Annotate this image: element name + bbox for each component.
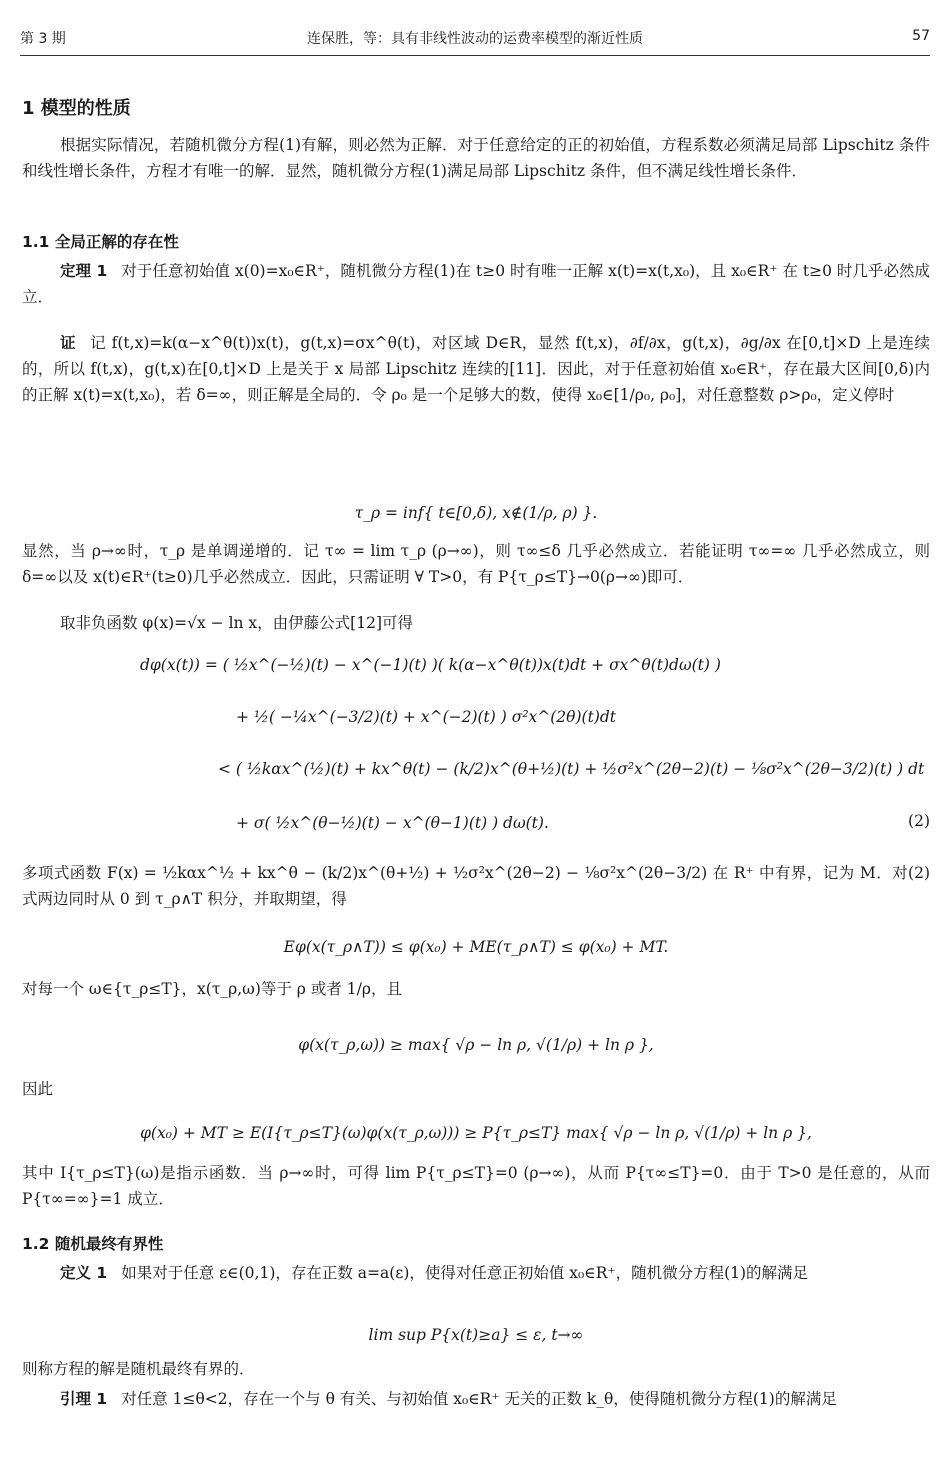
running-title: 连保胜，等：具有非线性波动的运费率模型的渐近性质 [307,31,643,47]
definition-text: 如果对于任意 ε∈(0,1)，存在正数 a=a(ε)，使得对任意正初始值 x₀∈R⁺，随机微分方程(1)的解满足 [121,1264,809,1282]
equation-2-line-4: + σ( ½x^(θ−½)(t) − x^(θ−1)(t) ) dω(t). [236,814,549,832]
lemma-1 [22,1386,930,1412]
proof-paragraph-3: 取非负函数 φ(x)=√x − ln x，由伊藤公式[12]可得 [60,614,413,632]
definition-label: 定义 1 [60,1264,108,1282]
omega-paragraph: 对每一个 ω∈{τ_ρ≤T}，x(τ_ρ,ω)等于 ρ 或者 1/ρ，且 [22,980,402,998]
expectation-inequality: Eφ(x(τ_ρ∧T)) ≤ φ(x₀) + ME(τ_ρ∧T) ≤ φ(x₀) + MT. [283,938,669,956]
therefore-label: 因此 [22,1080,54,1098]
phi-lower-bound: φ(x(τ_ρ,ω)) ≥ max{ √ρ − ln ρ, √(1/ρ) + ln ρ }, [298,1036,654,1054]
equation-2-number: (2) [908,812,930,830]
issue-label: 第 3 期 [20,31,66,47]
therefore-inequality: φ(x₀) + MT ≥ E(I{τ_ρ≤T}(ω)φ(x(τ_ρ,ω))) ≥ P{τ_ρ≤T} max{ √ρ − ln ρ, √(1/ρ) + ln ρ }, [140,1124,812,1142]
subsection-1-2-title: 1.2 随机最终有界性 [22,1235,164,1253]
definition-after: 则称方程的解是随机最终有界的． [22,1360,255,1378]
limsup-condition: lim sup P{x(t)≥a} ≤ ε, t→∞ [368,1326,584,1344]
proof-label: 证 [60,334,77,352]
theorem-1 [22,258,930,310]
section-title: 1 模型的性质 [22,98,131,119]
header-rule [20,55,930,56]
lemma-text: 对任意 1≤θ<2，存在一个与 θ 有关、与初始值 x₀∈R⁺ 无关的正数 k_θ，使得随机微分方程(1)的解满足 [121,1390,837,1408]
conclusion-paragraph: 其中 I{τ_ρ≤T}(ω)是指示函数．当 ρ→∞时，可得 lim P{τ_ρ≤T}=0 (ρ→∞)，从而 P{τ∞≤T}=0．由于 T>0 是任意的，从而 P{τ∞=∞}=1 成立． [22,1164,930,1208]
theorem-text: 对于任意初始值 x(0)=x₀∈R⁺，随机微分方程(1)在 t≥0 时有唯一正解 x(t)=x(t,x₀)，且 x₀∈R⁺ 在 t≥0 时几乎必然成立． [22,262,930,306]
proof-paragraph-1 [22,330,930,408]
stopping-time-equation: τ_ρ = inf{ t∈[0,δ), x∉(1/ρ, ρ) }. [354,504,598,522]
equation-2-line-1: dφ(x(t)) = ( ½x^(−½)(t) − x^(−1)(t) )( k(α−x^θ(t))x(t)dt + σx^θ(t)dω(t) ) [140,656,721,674]
subsection-1-1-title: 1.1 全局正解的存在性 [22,233,179,251]
proof-paragraph-2: 显然，当 ρ→∞时，τ_ρ 是单调递增的．记 τ∞ = lim τ_ρ (ρ→∞)，则 τ∞≤δ 几乎必然成立．若能证明 τ∞=∞ 几乎必然成立，则 δ=∞以及 x(t)∈R⁺(t≥0)几乎必然成立．因此，只需证明 ∀ T>0，有 P{τ_ρ≤T}→0(ρ→∞)即可． [22,542,930,586]
theorem-label: 定理 1 [60,262,108,280]
polynomial-paragraph: 多项式函数 F(x) = ½kαx^½ + kx^θ − (k/2)x^(θ+½) + ½σ²x^(2θ−2) − ⅛σ²x^(2θ−3/2) 在 R⁺ 中有界，记为 M．对(2)式两边同时从 0 到 τ_ρ∧T 积分，并取期望，得 [22,864,930,908]
definition-1 [22,1260,930,1286]
equation-2-line-3: < ( ½kαx^(½)(t) + kx^θ(t) − (k/2)x^(θ+½)(t) + ½σ²x^(2θ−2)(t) − ⅛σ²x^(2θ−3/2)(t) ) dt [218,760,925,778]
equation-2-line-2: + ½( −¼x^(−3/2)(t) + x^(−2)(t) ) σ²x^(2θ)(t)dt [236,708,617,726]
lemma-label: 引理 1 [60,1390,108,1408]
page-number: 57 [912,28,930,44]
proof-text-1: 记 f(t,x)=k(α−x^θ(t))x(t)，g(t,x)=σx^θ(t)，对区域 D∈R，显然 f(t,x)，∂f/∂x，g(t,x)，∂g/∂x 在[0,t]×D 上是连续的，所以 f(t,x)，g(t,x)在[0,t]×D 上是关于 x 局部 Lipschitz 连续的[11]．因此，对于任意初始值 x₀∈R⁺，存在最大区间[0,δ)内的正解 x(t)=x(t,x₀)，若 δ=∞，则正解是全局的．令 ρ₀ 是一个足够大的数，使得 x₀∈[1/ρ₀, ρ₀]，对任意整数 ρ>ρ₀，定义停时 [22,334,930,404]
running-header [20,28,930,50]
section-intro-paragraph: 根据实际情况，若随机微分方程(1)有解，则必然为正解．对于任意给定的正的初始值，方程系数必须满足局部 Lipschitz 条件和线性增长条件，方程才有唯一的解．显然，随机微分方程(1)满足局部 Lipschitz 条件，但不满足线性增长条件． [22,136,930,180]
